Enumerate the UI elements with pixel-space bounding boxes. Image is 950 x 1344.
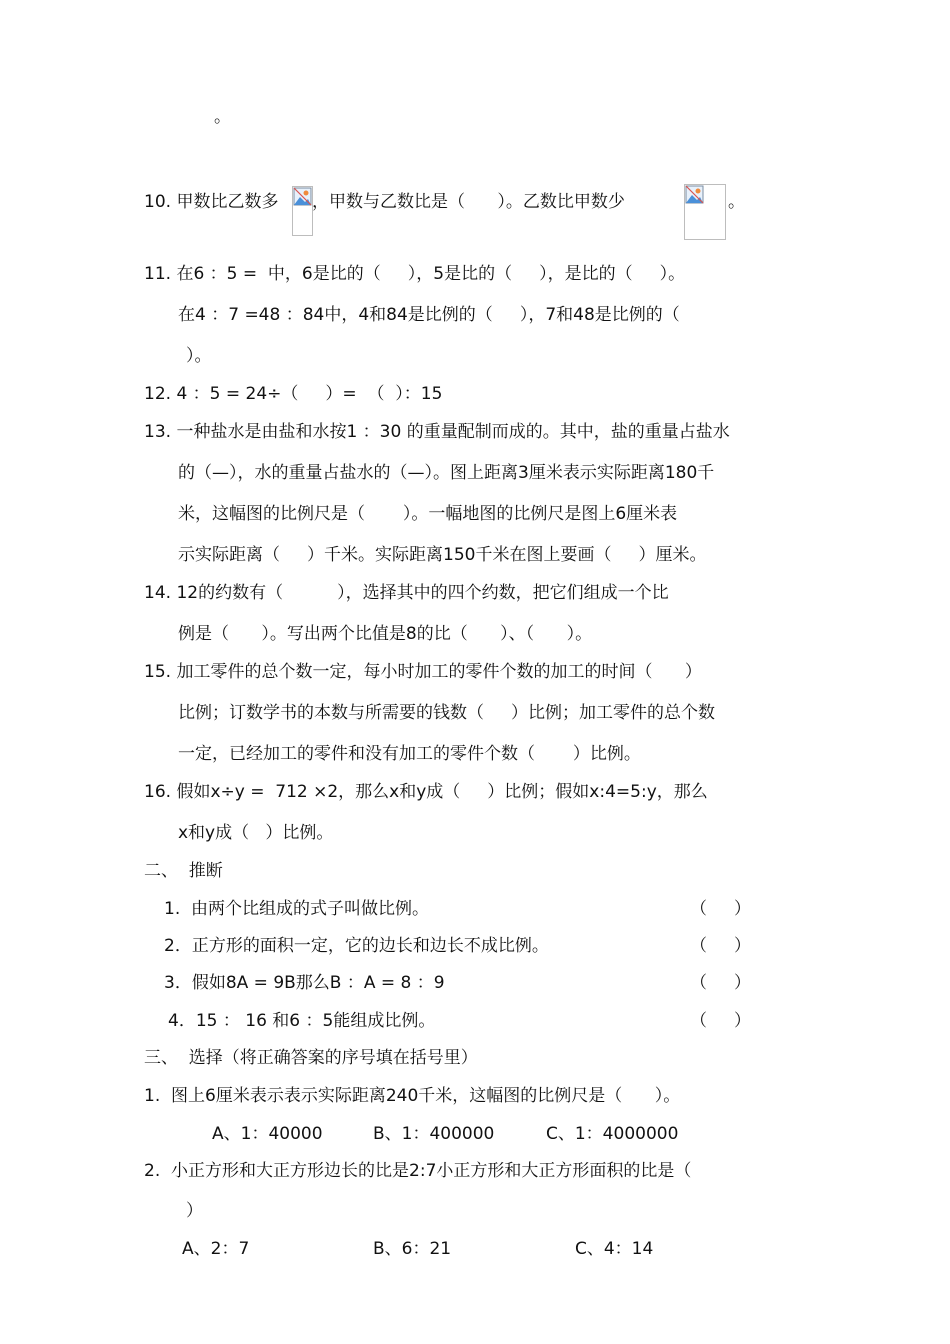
q11-line-1: 11. 在6 ：5 = 中，6是比的（ ），5是比的（ ），是比的（ ）。 [144,264,686,284]
choice-question-2-line-2: ） [186,1201,203,1221]
choice-2-option-c: C、4：14 [575,1239,654,1259]
section-heading-choice: 三、 选择（将正确答案的序号填在括号里） [144,1048,478,1068]
q14-line-1: 14. 12的约数有（ ），选择其中的四个约数，把它们组成一个比 [144,583,669,603]
q10-text-start: 10. 甲数比乙数多 [144,192,279,212]
q10-text-middle: ，甲数与乙数比是（ ）。乙数比甲数少 [312,192,625,212]
judgement-item-4-answer: （ ） [690,1011,752,1031]
q11-line-2: 在4 ：7 =48 ：84中，4和84是比例的（ ），7和48是比例的（ [178,305,680,325]
choice-1-option-b: B、1：400000 [373,1124,495,1144]
q11-line-3: ）。 [186,346,212,366]
q15-line-1: 15. 加工零件的总个数一定，每小时加工的零件个数的加工的时间（ ） [144,662,702,682]
q14-line-2: 例是（ ）。写出两个比值是8的比（ ）、（ ）。 [178,624,593,644]
q16-line-2: x和y成（ ）比例。 [178,823,334,843]
judgement-item-2-answer: （ ） [690,936,752,956]
choice-2-option-a: A、2：7 [182,1239,250,1259]
q16-line-1: 16. 假如x÷y = 712 ×2，那么x和y成（ ）比例；假如x:4=5:y，那么 [144,782,708,802]
choice-question-2-line-1: 2. 小正方形和大正方形边长的比是2:7小正方形和大正方形面积的比是（ [144,1161,692,1181]
choice-1-option-c: C、1：4000000 [546,1124,679,1144]
section-heading-judgement: 二、 推断 [144,861,223,881]
judgement-item-1-answer: （ ） [690,899,752,919]
q13-line-3: 米，这幅图的比例尺是（ ）。一幅地图的比例尺是图上6厘米表 [178,504,678,524]
q12-line: 12. 4 ：5 = 24÷（ ）= （ ）：15 [144,384,443,404]
choice-1-option-a: A、1：40000 [212,1124,323,1144]
broken-image-icon [292,186,313,236]
broken-image-icon [684,184,726,240]
q10-text-end: 。 [728,192,745,212]
judgement-item-3-answer: （ ） [690,973,752,993]
top-period: 。 [214,107,231,127]
judgement-item-4: 4．15 ： 16 和6 ：5能组成比例。 [168,1011,436,1031]
q15-line-2: 比例；订数学书的本数与所需要的钱数（ ）比例；加工零件的总个数 [178,703,716,723]
judgement-item-3: 3．假如8A = 9B那么B ：A = 8 ：9 [164,973,445,993]
choice-2-option-b: B、6：21 [373,1239,452,1259]
q13-line-4: 示实际距离（ ）千米。实际距离150千米在图上要画（ ）厘米。 [178,545,707,565]
q13-line-2: 的（—），水的重量占盐水的（—）。图上距离3厘米表示实际距离180千 [178,463,715,483]
q15-line-3: 一定，已经加工的零件和没有加工的零件个数（ ）比例。 [178,744,641,764]
choice-question-1: 1. 图上6厘米表示表示实际距离240千米，这幅图的比例尺是（ ）。 [144,1086,681,1106]
judgement-item-1: 1. 由两个比组成的式子叫做比例。 [164,899,430,919]
q13-line-1: 13. 一种盐水是由盐和水按1 ：30 的重量配制而成的。其中，盐的重量占盐水 [144,422,730,442]
judgement-item-2: 2．正方形的面积一定，它的边长和边长不成比例。 [164,936,549,956]
